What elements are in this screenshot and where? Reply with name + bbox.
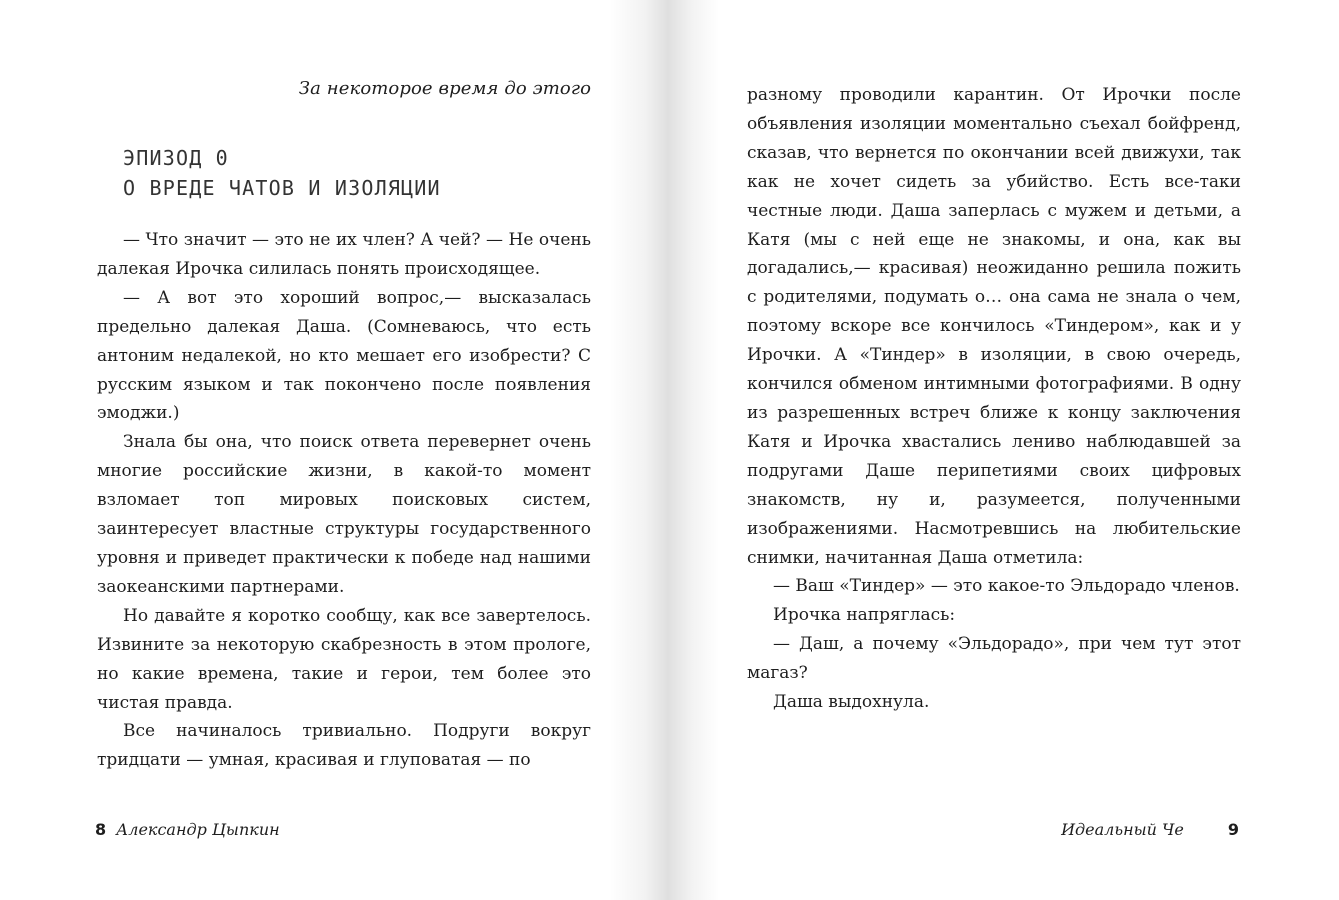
epigraph: За некоторое время до этого	[298, 78, 591, 99]
right-page	[669, 0, 1339, 900]
running-head-title: Идеальный Че	[1061, 820, 1184, 839]
chapter-label: ЭПИЗОД 0	[123, 146, 229, 170]
running-head-author: Александр Цыпкин	[116, 820, 280, 839]
right-page-footer	[1061, 820, 1239, 839]
gutter-shadow	[669, 0, 719, 900]
paragraph: Все начиналось тривиально. Подруги вокруг тридцати — умная, красивая и глуповатая — по	[97, 721, 591, 771]
page-number: 8	[95, 820, 107, 839]
paragraph: — Что значит — это не их член? А чей? — Не очень далекая Ирочка силилась понять происходящее.	[97, 230, 591, 279]
paragraph: Знала бы она, что поиск ответа перевернет очень многие российские жизни, в какой-то момент взломает топ мировых поисковых систем, заинтересует властные структуры государственного уровня и приведет практически к победе над нашими заокеанскими партнерами.	[97, 432, 591, 597]
paragraph: Даша выдохнула.	[773, 692, 930, 713]
chapter-heading	[123, 143, 441, 203]
right-page-body	[747, 81, 1241, 717]
left-page-footer	[95, 820, 280, 839]
paragraph: — А вот это хороший вопрос,— высказалась предельно далекая Даша. (Сомневаюсь, что есть антоним недалекой, но кто мешает его изобрести? С русским языком и так покончено после появления эмоджи.)	[97, 287, 591, 424]
chapter-title: О ВРЕДЕ ЧАТОВ И ИЗОЛЯЦИИ	[123, 176, 441, 200]
left-page	[0, 0, 669, 900]
page-number: 9	[1227, 820, 1239, 839]
paragraph: Но давайте я коротко сообщу, как все завертелось. Извините за некоторую скабрезность в этом прологе, но какие времена, такие и герои, тем более это чистая правда.	[97, 605, 591, 713]
paragraph: — Ваш «Тиндер» — это какое-то Эльдорадо членов.	[773, 576, 1240, 597]
gutter-shadow	[609, 0, 669, 900]
left-page-body	[97, 226, 591, 775]
paragraph: — Даш, а почему «Эльдорадо», при чем тут этот магаз?	[747, 634, 1241, 684]
paragraph: Ирочка напряглась:	[773, 605, 956, 626]
paragraph-continued: разному проводили карантин. От Ирочки после объявления изоляции моментально съехал бойфренд, сказав, что вернется по окончании всей движухи, так как не хочет сидеть за убийство. Есть все-таки честные люди. Даша заперлась с мужем и детьми, а Катя (мы с ней еще не знакомы, и она, как вы догадались,— красивая) неожиданно решила пожить с родителями, подумать о… она сама не знала о чем, поэтому вскоре все кончилось «Тиндером», как и у Ирочки. А «Тиндер» в изоляции, в свою очередь, кончился обменом интимными фотографиями. В одну из разрешенных встреч ближе к концу заключения Катя и Ирочка хвастались лениво наблюдавшей за подругами Даше перипетиями своих цифровых знакомств, ну и, разумеется, полученными изображениями. Насмотревшись на любительские снимки, начитанная Даша отметила:	[747, 85, 1241, 568]
